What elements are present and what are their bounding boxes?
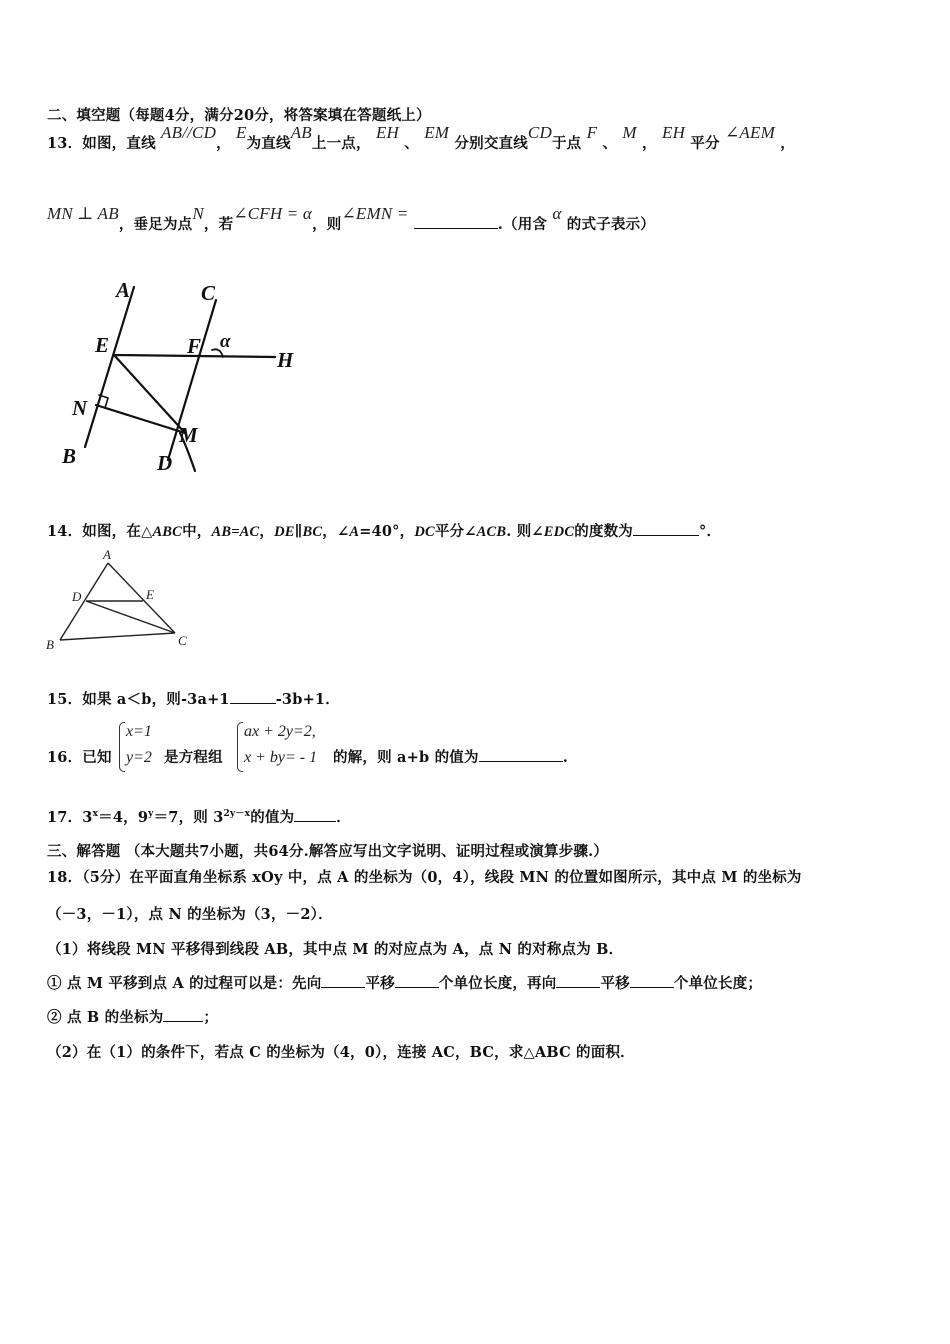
q14-number: 14． bbox=[47, 523, 83, 540]
q18-line-2: （－3，－1），点 N 的坐标为（3，－2）． bbox=[47, 906, 333, 923]
math-ab-eq-ac: AB=AC bbox=[211, 524, 260, 540]
q16-number-label bbox=[47, 746, 112, 767]
q13-text: ，则 bbox=[312, 216, 342, 233]
math-eh: EH bbox=[375, 123, 400, 142]
label-f: F bbox=[187, 334, 202, 358]
label-a: A bbox=[103, 547, 111, 562]
q13-text: 分别交直线 bbox=[454, 135, 528, 152]
q14-text: 如图，在△ bbox=[82, 523, 153, 540]
q18-line-1: 18．（5分）在平面直角坐标系 xOy 中，点 A 的坐标为（0，4），线段 MN 的位置如图所示，其中点 M 的坐标为 bbox=[47, 869, 802, 886]
side-ac bbox=[108, 563, 175, 633]
answer-blank[interactable] bbox=[479, 747, 563, 762]
answer-blank-direction-1[interactable] bbox=[321, 973, 365, 988]
q17-text: ＝7，则 3 bbox=[153, 809, 224, 826]
math-mn-perp-ab: MN ⊥ AB bbox=[47, 204, 119, 223]
q16-text: 的解，则 a+b 的值为 bbox=[333, 749, 479, 766]
q16-text: . bbox=[562, 749, 568, 766]
answer-blank[interactable] bbox=[414, 214, 498, 229]
answer-blank-direction-2[interactable] bbox=[556, 973, 600, 988]
q18-text: 个单位长度； bbox=[673, 975, 763, 992]
q15-text: -3b+1． bbox=[275, 691, 340, 708]
q16-text-end bbox=[333, 746, 568, 767]
q14-figure bbox=[40, 545, 200, 655]
comma: ， bbox=[780, 135, 795, 152]
math-ab-parallel-cd: AB//CD bbox=[161, 123, 217, 142]
comma: ， bbox=[642, 135, 657, 152]
math-acb: ACB bbox=[476, 524, 507, 540]
label-d: D bbox=[157, 451, 173, 475]
q18-text: ； bbox=[203, 1009, 219, 1026]
superscript: y bbox=[148, 809, 154, 820]
q17-text: 3 bbox=[82, 809, 93, 826]
q17-line bbox=[47, 806, 351, 827]
q16-text-mid: 是方程组 bbox=[164, 749, 223, 766]
q18-text: ② 点 B 的坐标为 bbox=[47, 1009, 164, 1026]
q13-line-1 bbox=[47, 123, 795, 153]
answer-blank[interactable] bbox=[633, 521, 699, 536]
math-e: E bbox=[236, 123, 247, 142]
q14-text: 的度数为 bbox=[574, 523, 634, 540]
label-h: H bbox=[277, 348, 294, 372]
math-dc: DC bbox=[414, 524, 435, 540]
answer-blank-point-b[interactable] bbox=[163, 1007, 203, 1022]
q18-part-1-step-1 bbox=[47, 972, 762, 993]
math-abc: ABC bbox=[152, 524, 183, 540]
q14-text: =40°， bbox=[359, 523, 415, 540]
label-e: E bbox=[146, 587, 154, 602]
q13-figure bbox=[50, 275, 310, 475]
label-b: B bbox=[62, 444, 77, 468]
superscript: 2y－x bbox=[223, 809, 251, 820]
math-ab: AB bbox=[290, 123, 312, 142]
answer-blank-units-2[interactable] bbox=[630, 973, 674, 988]
q13-text: .（用含 bbox=[497, 216, 548, 233]
q18-text: 平移 bbox=[600, 975, 630, 992]
comma: ， bbox=[216, 135, 231, 152]
answer-blank[interactable] bbox=[294, 807, 336, 822]
q13-number: 13． bbox=[47, 135, 83, 152]
segment-dc bbox=[86, 601, 175, 633]
q16-text: 已知 bbox=[82, 749, 112, 766]
q18-text: 平移 bbox=[365, 975, 395, 992]
section-2-heading: 二、填空题（每题4分，满分20分，将答案填在答题纸上） bbox=[47, 107, 431, 124]
math-edc: EDC bbox=[543, 524, 575, 540]
answer-blank-units-1[interactable] bbox=[395, 973, 439, 988]
q13-text: 平分 bbox=[690, 135, 720, 152]
label-m: M bbox=[179, 423, 198, 447]
q17-text: 的值为 bbox=[250, 809, 295, 826]
q18-text: 个单位长度，再向 bbox=[438, 975, 557, 992]
q15-text: 如果 a＜b，则-3a+1 bbox=[82, 691, 230, 708]
q15-line bbox=[47, 688, 340, 709]
q16-number: 16． bbox=[47, 749, 83, 766]
q13-text: ，垂足为点 bbox=[118, 216, 193, 233]
math-em: EM bbox=[424, 123, 450, 142]
system-1 bbox=[126, 719, 152, 771]
q18-part-1-step-2 bbox=[47, 1006, 218, 1027]
math-angle-cfh: ∠CFH = α bbox=[233, 204, 313, 223]
math-de-parallel-bc: DE∥BC bbox=[274, 524, 323, 540]
system-1-eq-2: y=2 bbox=[126, 749, 152, 766]
q17-text: ＝4，9 bbox=[98, 809, 149, 826]
math-f: F bbox=[586, 123, 598, 142]
q14-text: ，∠ bbox=[322, 523, 350, 540]
q18-part-1: （1）将线段 MN 平移得到线段 AB，其中点 M 的对应点为 A，点 N 的对称点为 B． bbox=[47, 941, 624, 958]
math-alpha: α bbox=[552, 204, 562, 223]
answer-blank[interactable] bbox=[230, 689, 276, 704]
superscript: x bbox=[92, 809, 99, 820]
label-e: E bbox=[95, 333, 110, 357]
math-eh-2: EH bbox=[661, 123, 686, 142]
math-n: N bbox=[192, 204, 204, 223]
q18-text: ① 点 M 平移到点 A 的过程可以是：先向 bbox=[47, 975, 322, 992]
math-a: A bbox=[349, 524, 360, 540]
line-ab bbox=[85, 287, 134, 447]
q13-text: 的式子表示） bbox=[566, 216, 655, 233]
q17-text: ． bbox=[336, 809, 351, 826]
q14-text: ， bbox=[259, 523, 275, 540]
label-alpha: α bbox=[220, 331, 231, 352]
label-d: D bbox=[72, 589, 82, 604]
math-angle-emn: ∠EMN = bbox=[341, 204, 409, 223]
system-2-brace bbox=[237, 722, 243, 772]
label-c: C bbox=[178, 633, 187, 648]
q13-text: 如图，直线 bbox=[82, 135, 156, 152]
q13-text: 于点 bbox=[551, 135, 582, 152]
q14-text: 平分∠ bbox=[434, 523, 477, 540]
q13-text: 上一点， bbox=[311, 135, 371, 152]
q15-number: 15． bbox=[47, 691, 83, 708]
math-cd: CD bbox=[527, 123, 552, 142]
q14-text: . 则∠ bbox=[506, 523, 544, 540]
system-2-eq-1: ax + 2y=2, bbox=[244, 723, 316, 740]
system-2-eq-2: x + by= - 1 bbox=[244, 749, 318, 766]
label-a: A bbox=[116, 278, 131, 302]
q17-number: 17． bbox=[47, 809, 83, 826]
punct: 、 bbox=[404, 135, 419, 152]
math-angle-aem: ∠AEM bbox=[724, 123, 775, 142]
math-m: M bbox=[622, 123, 637, 142]
section-3-heading: 三、解答题 （本大题共7小题，共64分.解答应写出文字说明、证明过程或演算步骤.） bbox=[47, 843, 609, 860]
system-1-brace bbox=[119, 722, 125, 772]
system-2 bbox=[244, 719, 317, 771]
q13-text: 为直线 bbox=[246, 135, 291, 152]
q13-line-2 bbox=[47, 204, 655, 234]
label-c: C bbox=[201, 281, 216, 305]
q14-text: °． bbox=[699, 523, 722, 540]
punct: 、 bbox=[602, 135, 618, 152]
side-bc bbox=[60, 633, 175, 640]
q14-text: 中， bbox=[182, 523, 212, 540]
system-1-eq-1: x=1 bbox=[126, 723, 152, 740]
q13-text: ，若 bbox=[203, 216, 234, 233]
label-b: B bbox=[46, 637, 54, 652]
label-n: N bbox=[72, 396, 88, 420]
q14-line bbox=[47, 520, 721, 541]
q18-part-2: （2）在（1）的条件下，若点 C 的坐标为（4，0），连接 AC，BC，求△ABC 的面积． bbox=[47, 1044, 635, 1061]
